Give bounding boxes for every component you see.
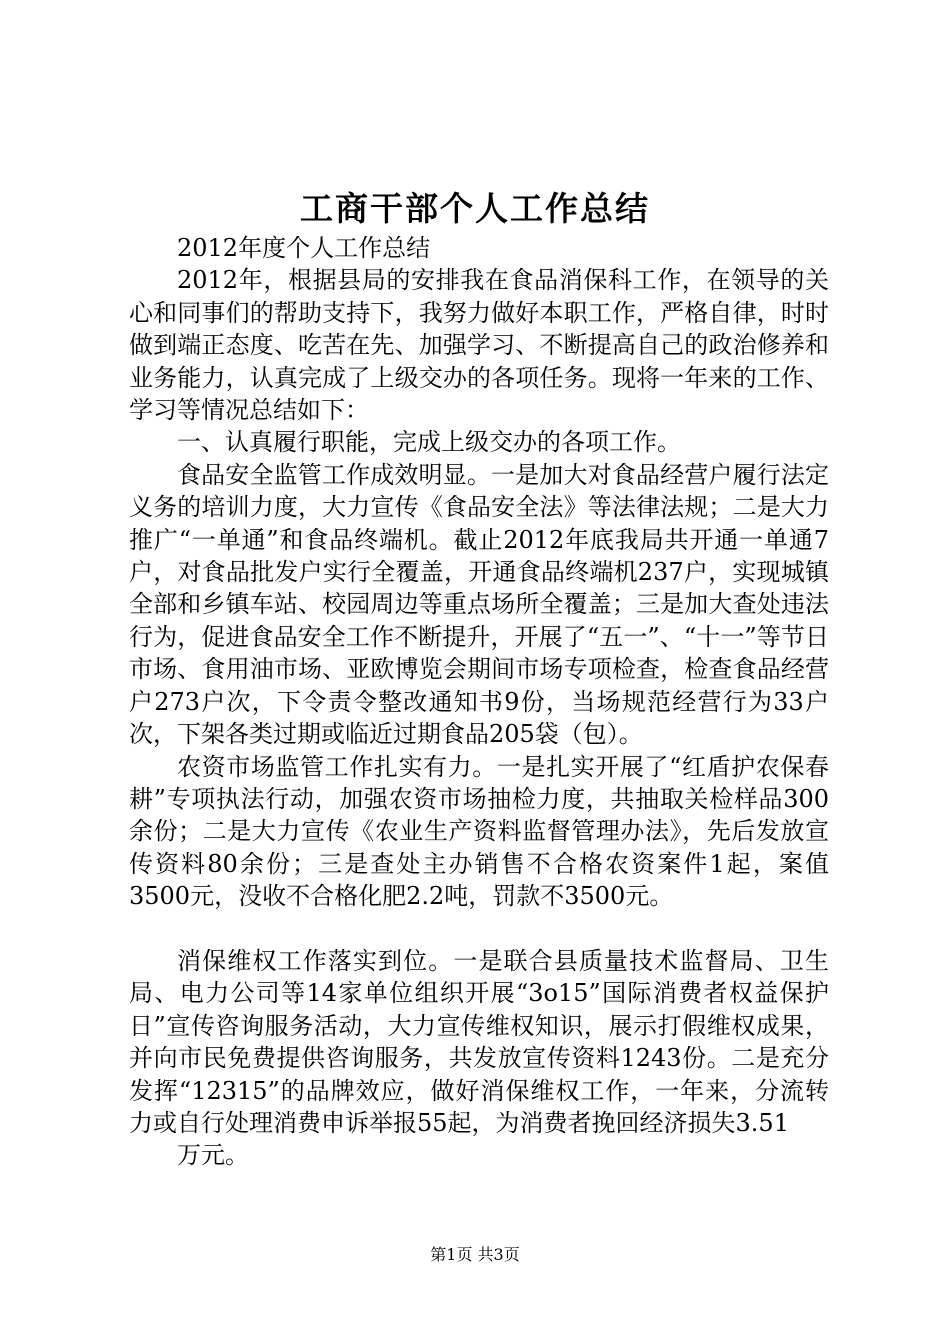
paragraph-section-heading: 一、认真履行职能，完成上级交办的各项工作。: [177, 428, 681, 457]
paragraph-consumer-rights: 消保维权工作落实到位。一是联合县质量技术监督局、卫生局、电力公司等14家单位组织开展“3o15”国际消费者权益保护日”宣传咨询服务活动，大力宣传维权知识，展示打假维权成果，并向市民免费提供咨询服务，共发放宣传资料1243份。二是充分发挥“12315”的品牌效应，做好消保维权工作，一年来，分流转力或自行处理消费申诉举报55起，为消费者挽回经济损失3.51: [129, 946, 829, 1137]
paragraph-continuation: 万元。: [177, 1141, 249, 1170]
paragraph-food-safety: 食品安全监管工作成效明显。一是加大对食品经营户履行法定义务的培训力度，大力宣传《食品安全法》等法律法规；二是大力推广“一单通”和食品终端机。截止2012年底我局共开通一单通7户，对食品批发户实行全覆盖，开通食品终端机237户，实现城镇全部和乡镇车站、校园周边等重点场所全覆盖；三是加大查处违法行为，促进食品安全工作不断提升，开展了“五一”、“十一”等节日市场、食用油市场、亚欧博览会期间市场专项检查，检查食品经营户273户次，下令责令整改通知书9份，当场规范经营行为33户次，下架各类过期或临近过期食品205袋（包）。: [129, 460, 829, 749]
document-title: 工商干部个人工作总结: [300, 189, 650, 228]
paragraph-agri-supplies: 农资市场监管工作扎实有力。一是扎实开展了“红盾护农保春耕”专项执法行动，加强农资市场抽检力度，共抽取关检样品300余份；二是大力宣传《农业生产资料监督管理办法》，先后发放宣传资料80余份；三是查处主办销售不合格农资案件1起，案值3500元，没收不合格化肥2.2吨，罚款不3500元。: [129, 752, 829, 911]
paragraph-intro: 2012年，根据县局的安排我在食品消保科工作，在领导的关心和同事们的帮助支持下，我努力做好本职工作，严格自律，时时做到端正态度、吃苦在先、加强学习、不断提高自己的政治修养和业务能力，认真完成了上级交办的各项任务。现将一年来的工作、学习等情况总结如下：: [129, 266, 829, 425]
paragraph-subtitle: 2012年度个人工作总结: [177, 234, 431, 262]
document-body: [129, 232, 829, 1172]
page-number: 第1页 共3页: [430, 1245, 520, 1264]
